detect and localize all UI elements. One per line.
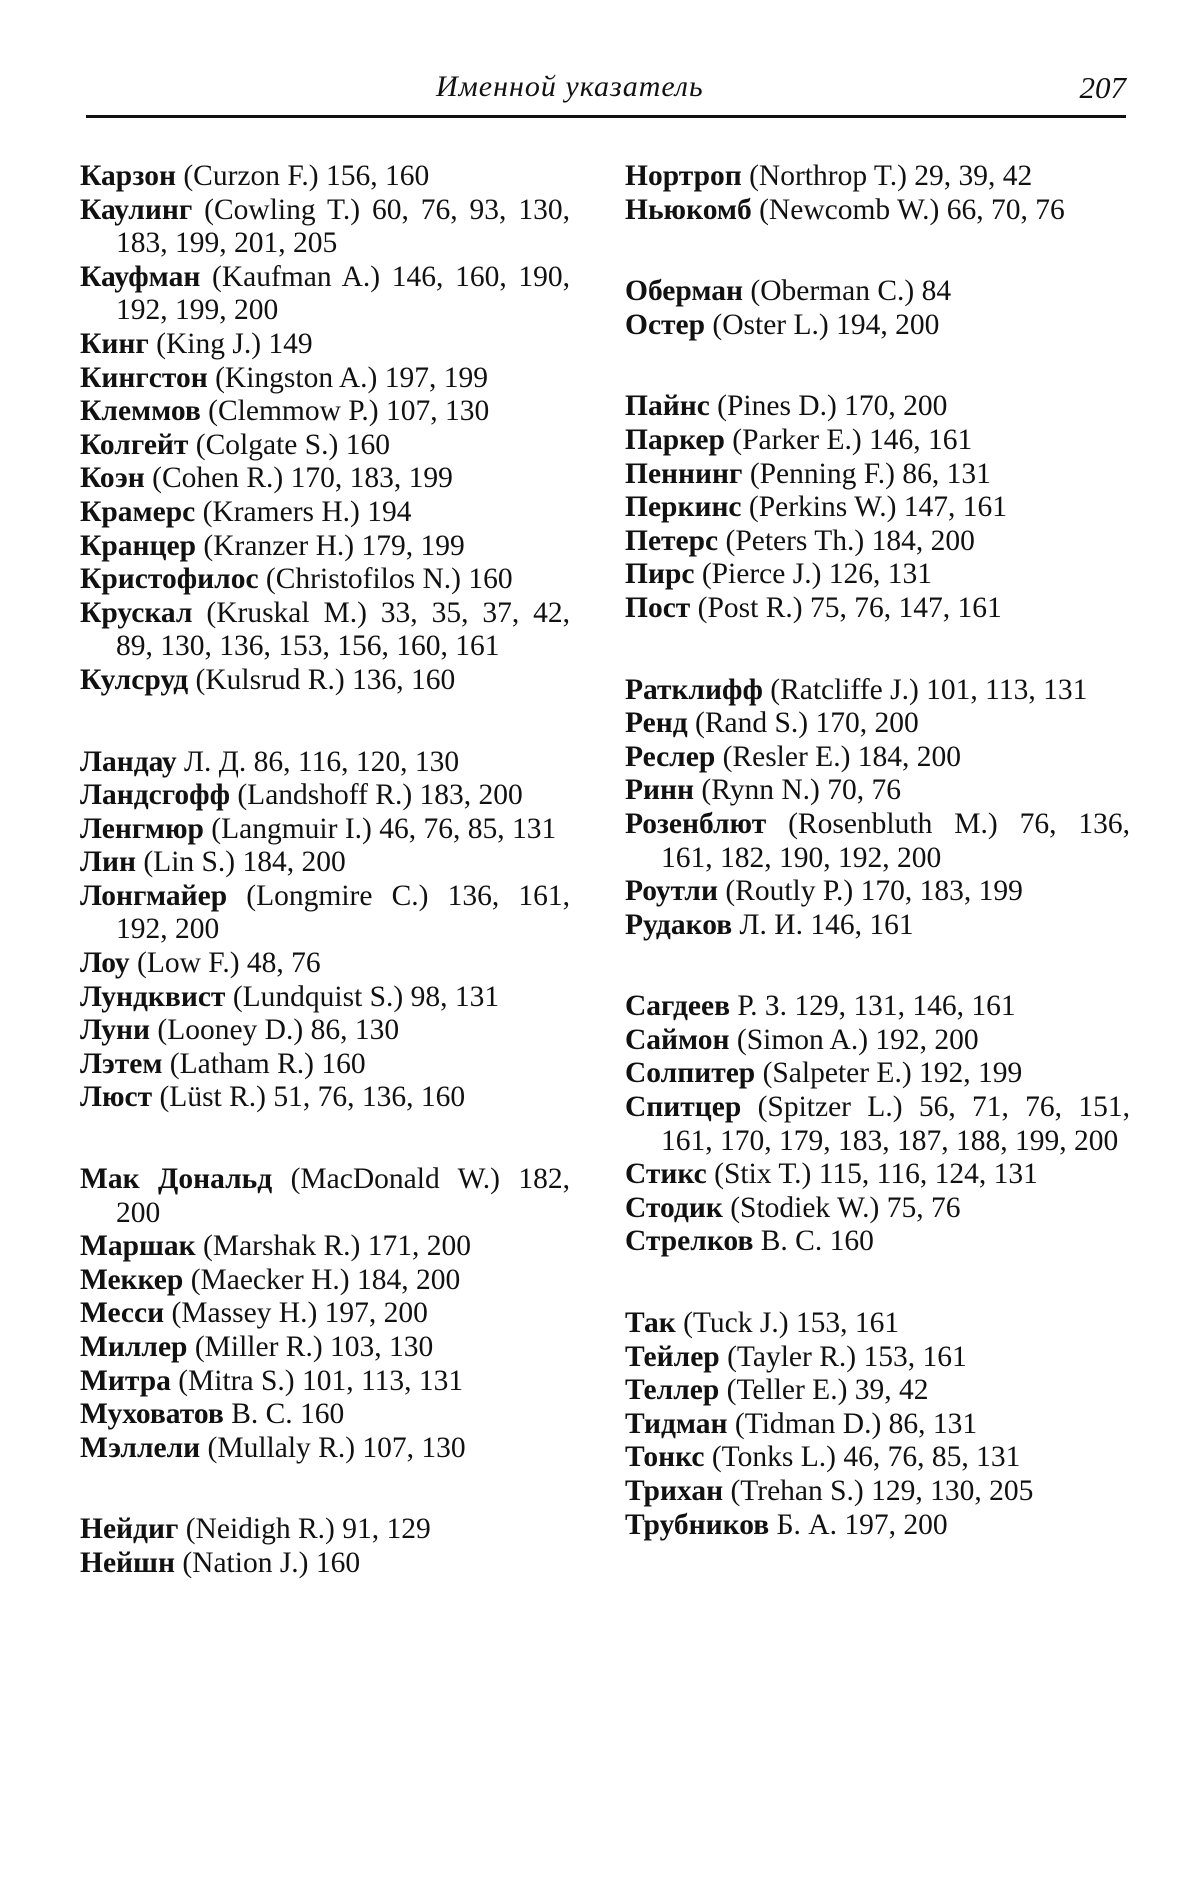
entry-surname: Месси	[80, 1297, 165, 1330]
index-entry	[80, 1297, 570, 1331]
entry-surname: Мэллели	[80, 1431, 201, 1464]
entry-surname: Пеннинг	[625, 457, 743, 490]
index-entry	[625, 194, 1130, 228]
entry-surname: Тейлер	[625, 1340, 720, 1373]
entry-references: (Lüst R.) 51, 76, 136, 160	[152, 1081, 466, 1114]
entry-references: (Pierce J.) 126, 131	[694, 558, 933, 591]
entry-surname: Ренд	[625, 707, 688, 740]
index-entry	[625, 1192, 1130, 1226]
entry-references: (Landshoff R.) 183, 200	[229, 779, 523, 812]
entry-references: (Kranzer H.) 179, 199	[196, 529, 465, 562]
entry-surname: Кинг	[80, 327, 149, 360]
entry-references: (Latham R.) 160	[162, 1047, 366, 1080]
entry-references: (Mitra S.) 101, 113, 131	[170, 1364, 464, 1397]
index-entry	[625, 1158, 1130, 1192]
entry-references: (Post R.) 75, 76, 147, 161	[690, 591, 1002, 624]
index-entry	[80, 1398, 570, 1432]
entry-surname: Остер	[625, 308, 706, 341]
index-entry	[625, 1509, 1130, 1543]
index-entry	[625, 1225, 1130, 1259]
entry-references: (Rand S.) 170, 200	[687, 707, 919, 740]
index-entry	[80, 1048, 570, 1082]
entry-references: (Resler E.) 184, 200	[715, 740, 962, 773]
index-entry	[625, 1307, 1130, 1341]
entry-surname: Розенблют	[625, 807, 767, 840]
index-entry	[80, 429, 570, 463]
entry-references: (Kaufman A.) 146, 160, 190, 192, 199, 200	[116, 260, 570, 327]
letter-group	[80, 1513, 570, 1580]
entry-references: (Rosenbluth M.) 76, 136, 161, 182, 190, 192, 200	[661, 807, 1130, 874]
page-number: 207	[1079, 70, 1126, 105]
index-entry	[625, 525, 1130, 559]
index-entry	[625, 275, 1130, 309]
index-entry	[80, 947, 570, 981]
entry-references: (Looney D.) 86, 130	[150, 1014, 400, 1047]
entry-surname: Миллер	[80, 1331, 188, 1363]
entry-references: (Pines D.) 170, 200	[709, 390, 948, 423]
index-entry	[625, 592, 1130, 626]
index-entry	[80, 1331, 570, 1365]
entry-surname: Лонгмайер	[80, 879, 228, 912]
entry-surname: Нейдиг	[80, 1513, 179, 1546]
entry-references: Р. З. 129, 131, 146, 161	[730, 990, 1016, 1023]
index-entry	[625, 1475, 1130, 1509]
entry-references: (King J.) 149	[148, 327, 313, 360]
index-entry	[80, 261, 570, 328]
entry-surname: Сагдеев	[625, 990, 731, 1023]
entry-references: (Cowling T.) 60, 76, 93, 130, 183, 199, 201, 205	[116, 193, 570, 260]
entry-references: В. С. 160	[753, 1225, 874, 1258]
index-entry	[80, 746, 570, 780]
index-entry	[80, 462, 570, 496]
index-entry	[625, 491, 1130, 525]
entry-surname: Крамерс	[80, 495, 196, 528]
letter-group	[80, 1163, 570, 1465]
index-entry	[80, 194, 570, 261]
index-entry	[80, 1513, 570, 1547]
entry-references: (Clemmow P.) 107, 130	[200, 395, 490, 428]
index-entry	[625, 1091, 1130, 1158]
entry-references: (Curzon F.) 156, 160	[175, 160, 430, 192]
index-entry	[80, 496, 570, 530]
entry-surname: Солпитер	[625, 1057, 756, 1090]
entry-references: (Northrop T.) 29, 39, 42	[741, 160, 1033, 192]
entry-surname: Трубников	[625, 1508, 770, 1541]
entry-references: (Maecker H.) 184, 200	[183, 1263, 461, 1296]
index-entry	[625, 458, 1130, 492]
entry-surname: Трихан	[625, 1475, 724, 1507]
entry-references: (Penning F.) 86, 131	[742, 457, 991, 490]
entry-references: (Lin S.) 184, 200	[135, 846, 346, 879]
entry-references: (Teller E.) 39, 42	[719, 1374, 929, 1407]
entry-references: (Neidigh R.) 91, 129	[178, 1513, 431, 1546]
index-entry	[80, 1081, 570, 1115]
letter-group	[625, 390, 1130, 625]
entry-surname: Нейшн	[80, 1546, 175, 1579]
index-entry	[625, 707, 1130, 741]
index-entry	[625, 774, 1130, 808]
letter-group	[625, 990, 1130, 1259]
index-entry	[80, 664, 570, 698]
entry-references: (MacDonald W.) 182, 200	[116, 1163, 571, 1229]
index-entry	[625, 741, 1130, 775]
index-entry	[625, 1441, 1130, 1475]
index-entry	[80, 981, 570, 1015]
entry-references: (Nation J.) 160	[174, 1546, 361, 1579]
entry-surname: Ратклифф	[625, 673, 763, 706]
header-rule	[86, 115, 1126, 118]
entry-surname: Клеммов	[80, 395, 201, 428]
entry-surname: Оберман	[625, 275, 743, 308]
entry-surname: Луни	[80, 1014, 150, 1047]
entry-references: (Tidman D.) 86, 131	[727, 1407, 978, 1440]
entry-references: (Kulsrud R.) 136, 160	[188, 663, 456, 696]
entry-references: Л. И. 146, 161	[732, 908, 914, 941]
index-entry	[80, 1264, 570, 1298]
entry-references: (Oster L.) 194, 200	[705, 308, 940, 341]
entry-references: (Mullaly R.) 107, 130	[200, 1431, 466, 1464]
letter-group	[625, 275, 1130, 342]
index-entry	[625, 875, 1130, 909]
entry-surname: Стикс	[625, 1158, 707, 1191]
entry-surname: Рудаков	[625, 908, 733, 941]
entry-surname: Стрелков	[625, 1225, 754, 1258]
entry-surname: Кранцер	[80, 529, 197, 562]
entry-references: (Tuck J.) 153, 161	[675, 1307, 900, 1340]
entry-references: (Spitzer L.) 56, 71, 76, 151, 161, 170, 179, 183, 187, 188, 199, 200	[661, 1091, 1130, 1157]
entry-surname: Стодик	[625, 1191, 723, 1224]
entry-references: (Parker E.) 146, 161	[724, 423, 973, 456]
entry-references: (Cohen R.) 170, 183, 199	[144, 462, 453, 495]
entry-references: (Longmire C.) 136, 161, 192, 200	[116, 879, 570, 946]
index-entry	[625, 1408, 1130, 1442]
entry-surname: Коэн	[80, 462, 145, 495]
entry-references: (Langmuir I.) 46, 76, 85, 131	[203, 812, 557, 845]
index-entry	[625, 1024, 1130, 1058]
index-entry	[80, 328, 570, 362]
running-title: Именной указатель	[436, 70, 704, 103]
entry-surname: Каулинг	[80, 193, 193, 226]
entry-surname: Мак Дональд	[80, 1163, 273, 1196]
entry-surname: Маршак	[80, 1230, 196, 1263]
entry-surname: Лоу	[80, 947, 130, 980]
entry-references: (Perkins W.) 147, 161	[741, 491, 1008, 524]
index-entry	[625, 1057, 1130, 1091]
entry-references: (Christofilos N.) 160	[258, 563, 513, 596]
index-entry	[80, 1014, 570, 1048]
entry-references: (Colgate S.) 160	[188, 428, 390, 461]
entry-references: (Miller R.) 103, 130	[187, 1331, 434, 1363]
index-entry	[625, 309, 1130, 343]
entry-references: (Rynn N.) 70, 76	[694, 774, 901, 807]
entry-references: (Peters Th.) 184, 200	[718, 524, 975, 557]
index-entry	[625, 558, 1130, 592]
entry-surname: Петерс	[625, 524, 719, 557]
entry-references: (Tonks L.) 46, 76, 85, 131	[704, 1441, 1021, 1474]
entry-surname: Лэтем	[80, 1047, 163, 1080]
entry-surname: Тидман	[625, 1407, 728, 1440]
entry-references: (Salpeter E.) 192, 199	[755, 1057, 1023, 1090]
entry-surname: Саймон	[625, 1023, 730, 1056]
running-head	[86, 70, 1126, 116]
letter-group	[80, 746, 570, 1116]
index-entry	[625, 808, 1130, 875]
entry-references: (Simon A.) 192, 200	[729, 1023, 979, 1056]
entry-surname: Роутли	[625, 875, 718, 908]
index-entry	[625, 160, 1130, 194]
index-entry	[80, 395, 570, 429]
index-entry	[625, 674, 1130, 708]
right-column	[625, 160, 1130, 1590]
index-entry	[625, 990, 1130, 1024]
entry-references: (Ratcliffe J.) 101, 113, 131	[762, 673, 1088, 706]
index-entry	[80, 779, 570, 813]
entry-references: (Massey H.) 197, 200	[164, 1297, 428, 1330]
index-entry	[80, 597, 570, 664]
entry-references: (Stix T.) 115, 116, 124, 131	[706, 1158, 1038, 1191]
entry-surname: Нортроп	[625, 160, 742, 192]
entry-surname: Теллер	[625, 1374, 720, 1407]
entry-surname: Крускал	[80, 596, 193, 629]
index-entry	[625, 909, 1130, 943]
entry-surname: Тонкс	[625, 1441, 705, 1474]
entry-surname: Спитцер	[625, 1091, 742, 1124]
index-entry	[80, 160, 570, 194]
index-entry	[80, 1432, 570, 1466]
index-entry	[625, 424, 1130, 458]
index-entry	[80, 563, 570, 597]
index-entry	[625, 1374, 1130, 1408]
entry-surname: Пост	[625, 591, 691, 624]
entry-surname: Ландсгофф	[80, 779, 230, 812]
entry-surname: Лин	[80, 846, 136, 879]
entry-surname: Ленгмюр	[80, 812, 204, 845]
entry-surname: Митра	[80, 1364, 171, 1397]
left-column	[80, 160, 570, 1629]
entry-surname: Кулсруд	[80, 663, 189, 696]
entry-references: (Trehan S.) 129, 130, 205	[723, 1475, 1034, 1507]
entry-surname: Пайнс	[625, 390, 710, 423]
entry-surname: Реслер	[625, 740, 716, 773]
index-entry	[80, 530, 570, 564]
index-entry	[80, 880, 570, 947]
index-entry	[80, 1365, 570, 1399]
entry-surname: Ньюкомб	[625, 193, 752, 226]
letter-group	[625, 160, 1130, 227]
entry-surname: Муховатов	[80, 1398, 224, 1431]
letter-group	[80, 160, 570, 698]
entry-references: (Stodiek W.) 75, 76	[722, 1191, 961, 1224]
entry-surname: Меккер	[80, 1263, 184, 1296]
letter-group	[625, 674, 1130, 943]
entry-surname: Перкинс	[625, 491, 742, 524]
entry-surname: Пирс	[625, 558, 695, 591]
index-entry	[80, 362, 570, 396]
entry-references: (Lundquist S.) 98, 131	[225, 980, 500, 1013]
entry-references: Б. А. 197, 200	[769, 1508, 948, 1541]
entry-references: (Marshak R.) 171, 200	[195, 1230, 471, 1263]
entry-references: В. С. 160	[223, 1398, 345, 1431]
entry-surname: Карзон	[80, 160, 176, 192]
index-entry	[625, 1341, 1130, 1375]
letter-group	[625, 1307, 1130, 1542]
entry-surname: Люст	[80, 1081, 153, 1114]
index-entry	[80, 1230, 570, 1264]
index-entry	[80, 1163, 570, 1230]
entry-surname: Ландау	[80, 745, 177, 778]
entry-surname: Колгейт	[80, 428, 189, 461]
entry-references: (Kingston A.) 197, 199	[207, 361, 488, 394]
entry-references: (Tayler R.) 153, 161	[719, 1340, 967, 1373]
entry-surname: Кингстон	[80, 361, 208, 394]
entry-references: (Routly P.) 170, 183, 199	[717, 875, 1023, 908]
entry-surname: Кауфман	[80, 260, 201, 293]
index-entry	[80, 1547, 570, 1581]
entry-references: (Kruskal M.) 33, 35, 37, 42, 89, 130, 136, 153, 156, 160, 161	[116, 596, 570, 663]
entry-references: (Newcomb W.) 66, 70, 76	[751, 193, 1065, 226]
entry-references: (Oberman C.) 84	[743, 275, 952, 308]
index-entry	[80, 813, 570, 847]
index-entry	[625, 390, 1130, 424]
entry-surname: Паркер	[625, 423, 725, 456]
entry-references: (Low F.) 48, 76	[129, 947, 321, 980]
entry-references: (Kramers H.) 194	[195, 495, 412, 528]
entry-references: Л. Д. 86, 116, 120, 130	[176, 745, 460, 778]
entry-surname: Ринн	[625, 774, 695, 807]
entry-surname: Так	[625, 1307, 676, 1340]
entry-surname: Кристофилос	[80, 563, 259, 596]
index-entry	[80, 846, 570, 880]
entry-surname: Лундквист	[80, 980, 226, 1013]
